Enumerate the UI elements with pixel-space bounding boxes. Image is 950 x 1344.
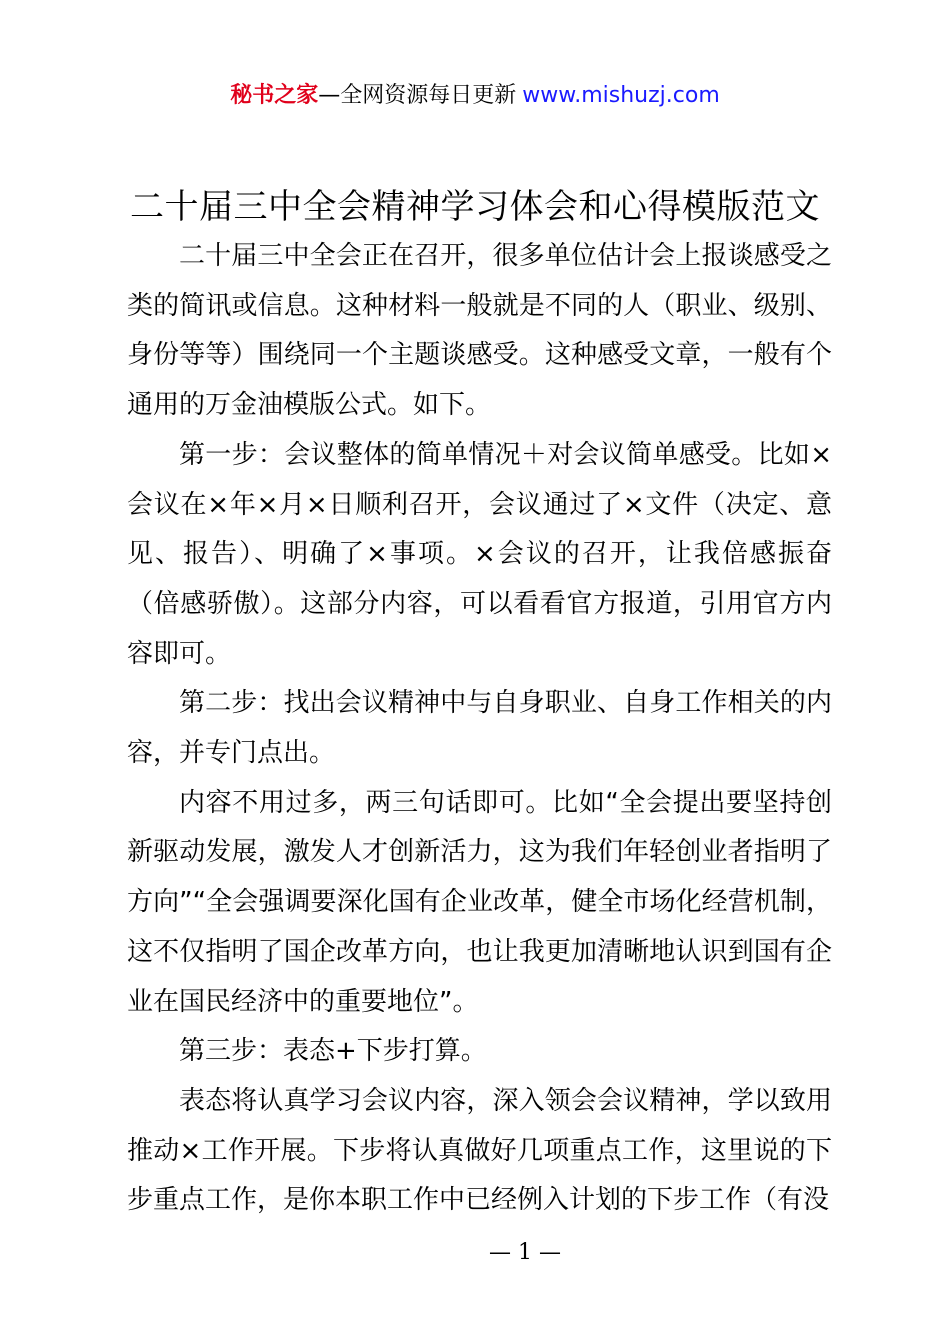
paragraph: 第二步：找出会议精神中与自身职业、自身工作相关的内容，并专门点出。 (127, 688, 832, 769)
page-number: — 1 — (489, 1240, 561, 1265)
site-tagline: —全网资源每日更新 (318, 83, 517, 108)
site-brand: 秘书之家 (230, 83, 319, 108)
paragraph: 表态将认真学习会议内容，深入领会会议精神，学以致用推动×工作开展。下步将认真做好几项重点工作，这里说的下步重点工作，是你本职工作中已经例入计划的下步工作（有没 (127, 1085, 832, 1216)
site-url-link[interactable]: www.mishuzj.com (522, 83, 720, 108)
document-body (127, 232, 832, 1226)
paragraph: 内容不用过多，两三句话即可。比如“全会提出要坚持创新驱动发展，激发人才创新活力，这为我们年轻创业者指明了方向”“全会强调要深化国有企业改革，健全市场化经营机制，这不仅指明了国企改革方向，也让我更加清晰地认识到国有企业在国民经济中的重要地位”。 (127, 787, 832, 1017)
site-header (0, 80, 950, 112)
paragraph: 二十届三中全会正在召开，很多单位估计会上报谈感受之类的简讯或信息。这种材料一般就是不同的人（职业、级别、身份等等）围绕同一个主题谈感受。这种感受文章，一般有个通用的万金油模版公式。如下。 (127, 241, 832, 421)
paragraph: 第一步：会议整体的简单情况＋对会议简单感受。比如×会议在×年×月×日顺利召开，会议通过了×文件（决定、意见、报告）、明确了×事项。×会议的召开，让我倍感振奋（倍感骄傲）。这部分内容，可以看看官方报道，引用官方内容即可。 (127, 439, 832, 669)
paragraph: 第三步：表态+下步打算。 (179, 1036, 487, 1067)
document-title: 二十届三中全会精神学习体会和心得模版范文 (130, 187, 820, 227)
